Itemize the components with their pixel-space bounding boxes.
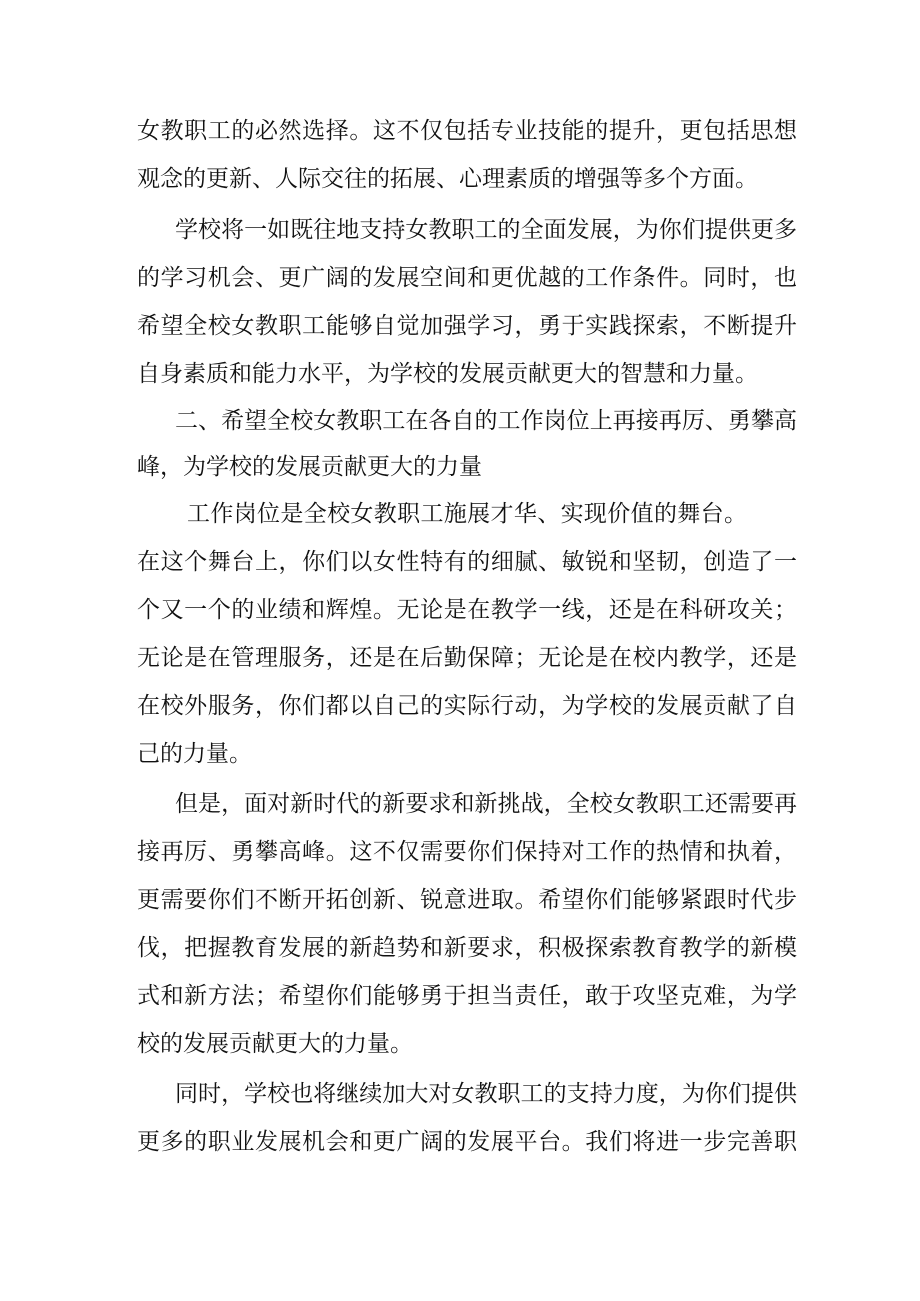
text-line: 无论是在管理服务，还是在后勤保障；无论是在校内教学，还是 bbox=[137, 645, 797, 671]
text-line: 女教职工的必然选择。这不仅包括专业技能的提升，更包括思想 bbox=[137, 118, 797, 144]
text-line: 接再厉、勇攀高峰。这不仅需要你们保持对工作的热情和执着， bbox=[137, 839, 797, 865]
text-line: 同时，学校也将继续加大对女教职工的支持力度，为你们提供 bbox=[175, 1081, 797, 1107]
text-line: 希望全校女教职工能够自觉加强学习，勇于实践探索，不断提升 bbox=[137, 313, 797, 339]
text-line: 学校将一如既往地支持女教职工的全面发展，为你们提供更多 bbox=[175, 217, 797, 243]
text-line: 工作岗位是全校女教职工施展才华、实现价值的舞台。 bbox=[187, 501, 747, 527]
section-heading-line: 二、希望全校女教职工在各自的工作岗位上再接再厉、勇攀高 bbox=[175, 408, 797, 434]
text-line: 更多的职业发展机会和更广阔的发展平台。我们将进一步完善职 bbox=[137, 1129, 797, 1155]
text-line: 但是，面对新时代的新要求和新挑战，全校女教职工还需要再 bbox=[175, 791, 797, 817]
text-line: 己的力量。 bbox=[137, 741, 252, 767]
text-line: 在这个舞台上，你们以女性特有的细腻、敏锐和坚韧，创造了一 bbox=[137, 549, 797, 575]
text-line: 式和新方法；希望你们能够勇于担当责任，敢于攻坚克难，为学 bbox=[137, 983, 797, 1009]
text-line: 校的发展贡献更大的力量。 bbox=[137, 1031, 413, 1057]
text-line: 的学习机会、更广阔的发展空间和更优越的工作条件。同时，也 bbox=[137, 265, 797, 291]
text-line: 个又一个的业绩和辉煌。无论是在教学一线，还是在科研攻关； bbox=[137, 597, 797, 623]
text-line: 观念的更新、人际交往的拓展、心理素质的增强等多个方面。 bbox=[137, 166, 758, 192]
text-line: 伐，把握教育发展的新趋势和新要求，积极探索教育教学的新模 bbox=[137, 935, 797, 961]
text-line: 在校外服务，你们都以自己的实际行动，为学校的发展贡献了自 bbox=[137, 693, 797, 719]
text-line: 自身素质和能力水平，为学校的发展贡献更大的智慧和力量。 bbox=[137, 361, 758, 387]
text-line: 更需要你们不断开拓创新、锐意进取。希望你们能够紧跟时代步 bbox=[137, 887, 797, 913]
section-heading-line: 峰，为学校的发展贡献更大的力量 bbox=[137, 454, 482, 480]
